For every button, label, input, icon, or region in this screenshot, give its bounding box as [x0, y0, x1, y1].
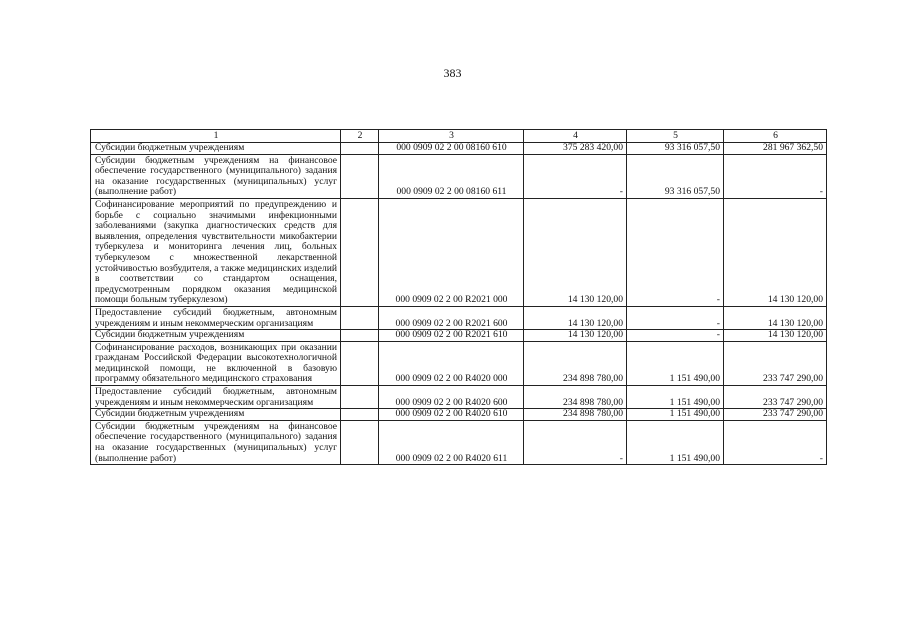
row-value-4: - — [524, 154, 627, 198]
row-value-5: 93 316 057,50 — [627, 143, 724, 155]
table-row — [91, 154, 827, 198]
column-header-3: 3 — [379, 130, 524, 143]
row-value-4: 375 283 420,00 — [524, 143, 627, 155]
row-col2 — [341, 198, 379, 306]
row-name: Предоставление субсидий бюджетным, автономным учреждениям и иным некоммерческим организациям — [91, 386, 341, 409]
row-value-5: 1 151 490,00 — [627, 386, 724, 409]
row-col2 — [341, 143, 379, 155]
row-name: Субсидии бюджетным учреждениям на финансовое обеспечение государственного (муниципального) задания на оказание государственных (муниципальных) услуг (выполнение работ) — [91, 154, 341, 198]
row-value-6: 233 747 290,00 — [724, 409, 827, 421]
row-value-6: 14 130 120,00 — [724, 306, 827, 329]
row-value-6: 281 967 362,50 — [724, 143, 827, 155]
row-value-4: 234 898 780,00 — [524, 341, 627, 385]
row-name: Субсидии бюджетным учреждениям — [91, 409, 341, 421]
row-code: 000 0909 02 2 00 R4020 611 — [379, 420, 524, 464]
column-header-4: 4 — [524, 130, 627, 143]
row-value-6: 14 130 120,00 — [724, 330, 827, 342]
row-code: 000 0909 02 2 00 08160 610 — [379, 143, 524, 155]
header-row — [91, 130, 827, 143]
row-value-4: - — [524, 420, 627, 464]
row-value-6: 233 747 290,00 — [724, 341, 827, 385]
row-value-6: 14 130 120,00 — [724, 198, 827, 306]
row-code: 000 0909 02 2 00 R2021 610 — [379, 330, 524, 342]
row-value-4: 14 130 120,00 — [524, 306, 627, 329]
table-row — [91, 409, 827, 421]
row-value-6: 233 747 290,00 — [724, 386, 827, 409]
row-code: 000 0909 02 2 00 R2021 000 — [379, 198, 524, 306]
row-code: 000 0909 02 2 00 R4020 600 — [379, 386, 524, 409]
row-col2 — [341, 386, 379, 409]
row-name: Субсидии бюджетным учреждениям — [91, 330, 341, 342]
budget-table — [90, 129, 827, 465]
table-row — [91, 198, 827, 306]
row-code: 000 0909 02 2 00 R4020 000 — [379, 341, 524, 385]
table-row — [91, 306, 827, 329]
row-col2 — [341, 330, 379, 342]
row-value-5: 93 316 057,50 — [627, 154, 724, 198]
row-value-4: 14 130 120,00 — [524, 198, 627, 306]
row-value-5: 1 151 490,00 — [627, 341, 724, 385]
table-row — [91, 330, 827, 342]
row-value-5: - — [627, 306, 724, 329]
column-header-1: 1 — [91, 130, 341, 143]
row-name: Софинансирование мероприятий по предупреждению и борьбе с социально значимыми инфекционными заболеваниями (закупка диагностических средств для выявления, определения чувствительности микобактерии туберкулеза и мониторинга лечения лиц, больных туберкулезом с множественной лекарственной устойчивостью возбудителя, а также медицинских изделий в соответствии со стандартом оснащения, предусмотренным порядком оказания медицинской помощи больным туберкулезом) — [91, 198, 341, 306]
row-code: 000 0909 02 2 00 08160 611 — [379, 154, 524, 198]
row-name: Предоставление субсидий бюджетным, автономным учреждениям и иным некоммерческим организациям — [91, 306, 341, 329]
row-col2 — [341, 341, 379, 385]
row-col2 — [341, 409, 379, 421]
row-value-5: - — [627, 198, 724, 306]
row-value-4: 234 898 780,00 — [524, 409, 627, 421]
column-header-6: 6 — [724, 130, 827, 143]
row-name: Софинансирование расходов, возникающих при оказании гражданам Российской Федерации высокотехнологичной медицинской помощи, не включенной в базовую программу обязательного медицинского страхования — [91, 341, 341, 385]
table-row — [91, 143, 827, 155]
row-col2 — [341, 306, 379, 329]
row-name: Субсидии бюджетным учреждениям — [91, 143, 341, 155]
row-name: Субсидии бюджетным учреждениям на финансовое обеспечение государственного (муниципального) задания на оказание государственных (муниципальных) услуг (выполнение работ) — [91, 420, 341, 464]
row-col2 — [341, 154, 379, 198]
row-value-5: - — [627, 330, 724, 342]
row-value-4: 14 130 120,00 — [524, 330, 627, 342]
row-value-5: 1 151 490,00 — [627, 420, 724, 464]
row-value-6: - — [724, 154, 827, 198]
table-row — [91, 341, 827, 385]
row-value-4: 234 898 780,00 — [524, 386, 627, 409]
column-header-5: 5 — [627, 130, 724, 143]
row-value-6: - — [724, 420, 827, 464]
column-header-2: 2 — [341, 130, 379, 143]
row-value-5: 1 151 490,00 — [627, 409, 724, 421]
row-code: 000 0909 02 2 00 R4020 610 — [379, 409, 524, 421]
page-number: 383 — [443, 66, 462, 80]
table-row — [91, 420, 827, 464]
table-row — [91, 386, 827, 409]
row-col2 — [341, 420, 379, 464]
row-code: 000 0909 02 2 00 R2021 600 — [379, 306, 524, 329]
